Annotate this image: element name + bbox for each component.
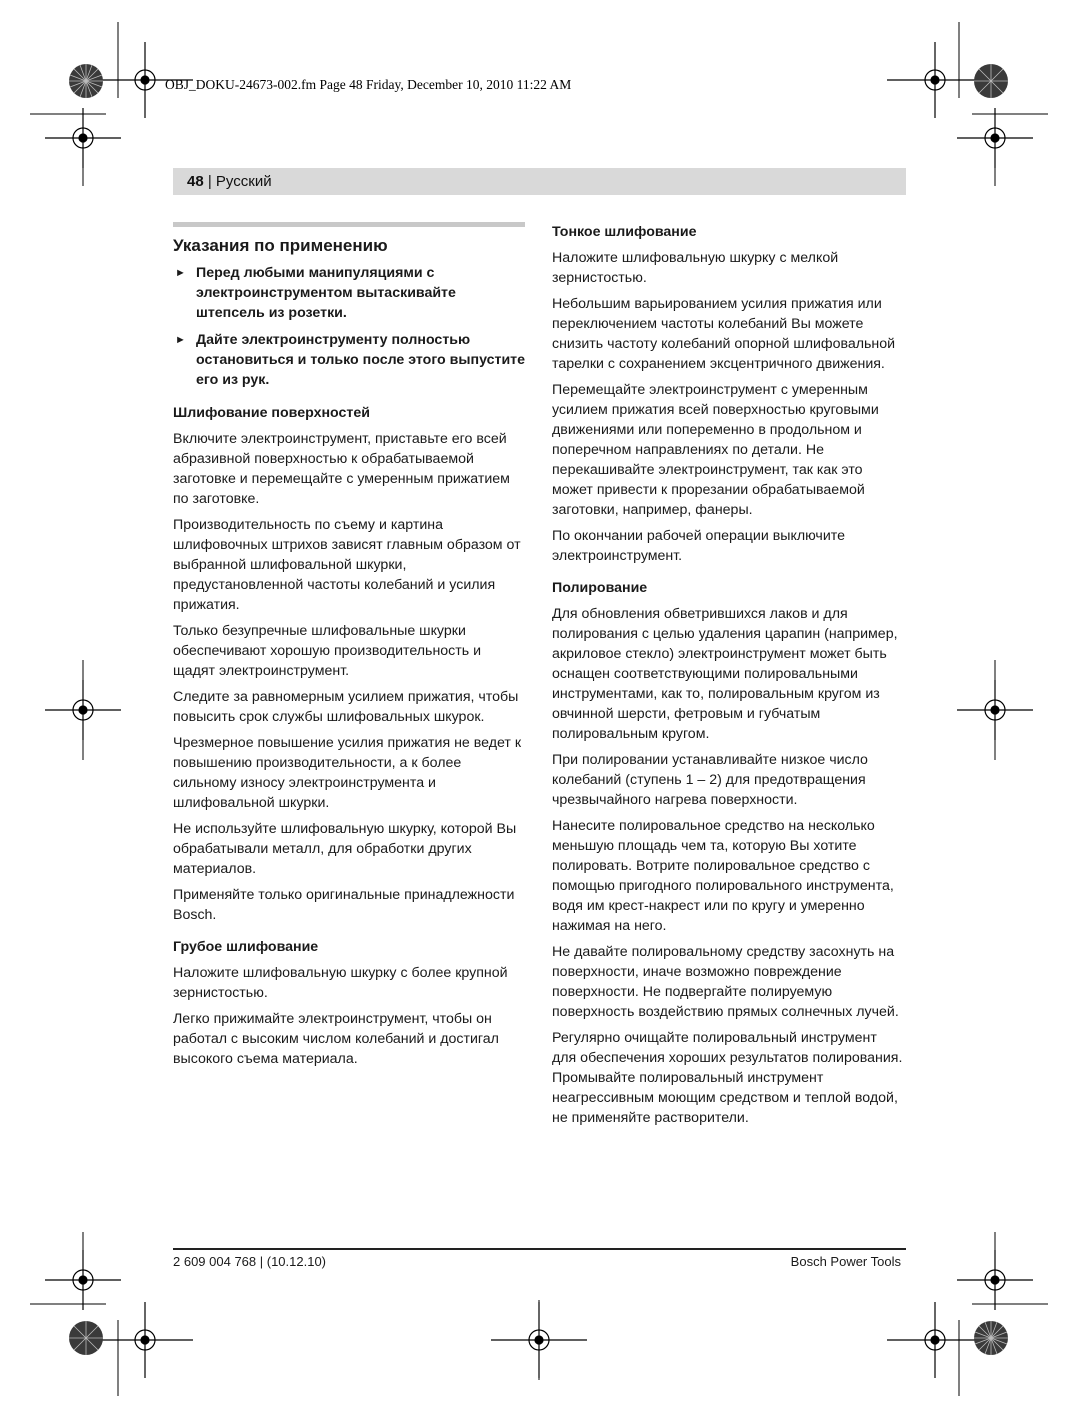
warning-bullet xyxy=(173,330,525,390)
heading-fine-sanding: Тонкое шлифование xyxy=(552,224,697,240)
paragraph: Для обновления обветрившихся лаков и для полирования с целью удаления царапин (например, акриловое стекло) электроинструмент может быть оснащен соответствующими полировальными инструментами, как то, полировальным кругом из овчинной шерсти, фетровым и губчатым полировальным кругом. xyxy=(552,606,898,742)
paragraph: Чрезмерное повышение усилия прижатия не ведет к повышению производительности, а к более сильному износу электроинструмента и шлифовальной шкурки. xyxy=(173,735,522,811)
paragraph: Нанесите полировальное средство на несколько меньшую площадь чем та, которую Вы хотите полировать. Вотрите полировальное средство с помощью пригодного полировального инструмента, водя им крест-накрест или по кругу и умеренно нажимая на него. xyxy=(552,818,894,934)
triangle-bullet-icon: ► xyxy=(175,334,186,346)
bullet-text: Дайте электроинструменту полностью остановиться и только после этого выпустите его из рук. xyxy=(196,332,526,388)
header-separator: | xyxy=(203,173,216,190)
paragraph: Производительность по съему и картина шлифовочных штрихов зависят главным образом от выбранной шлифовальной шкурки, предустановленной частоты колебаний и усилия прижатия. xyxy=(173,517,521,613)
header-language: Русский xyxy=(215,173,272,190)
heading-rough-sanding: Грубое шлифование xyxy=(173,939,319,955)
paragraph: Небольшим варьированием усилия прижатия или переключением частоты колебаний Вы можете снизить частоту колебаний опорной шлифовальной тарелки с сохранением эксцентричного движения. xyxy=(552,296,896,372)
footer-rule xyxy=(173,1248,906,1250)
header-text xyxy=(187,173,272,190)
section-rule xyxy=(173,222,525,227)
paragraph: Легко прижимайте электроинструмент, чтобы он работал с высоким числом колебаний и достигал высокого съема материала. xyxy=(173,1011,499,1067)
page-number: 48 xyxy=(187,173,204,190)
warning-bullet xyxy=(173,263,525,323)
paragraph: Наложите шлифовальную шкурку с более крупной зернистостью. xyxy=(173,965,508,1001)
paragraph: Регулярно очищайте полировальный инструмент для обеспечения хороших результатов полирования. Промывайте полировальный инструмент неагрессивным моющим средством и теплой водой, не применяйте растворители. xyxy=(552,1030,903,1126)
section-title: Указания по применению xyxy=(173,236,388,255)
paragraph: По окончании рабочей операции выключите электроинструмент. xyxy=(552,528,845,564)
footer-brand: Bosch Power Tools xyxy=(790,1254,901,1269)
paragraph: Не используйте шлифовальную шкурку, которой Вы обрабатывали металл, для обработки других материалов. xyxy=(173,821,517,877)
paragraph: При полировании устанавливайте низкое число колебаний (ступень 1 – 2) для предотвращения чрезвычайного нагрева поверхности. xyxy=(552,752,868,808)
paragraph: Включите электроинструмент, приставьте его всей абразивной поверхностью к обрабатываемой заготовке и перемещайте с умеренным прижатием по заготовке. xyxy=(173,431,510,507)
paragraph: Не давайте полировальному средству засохнуть на поверхности, иначе возможно повреждение поверхности. Не подвергайте полируемую поверхность воздействию прямых солнечных лучей. xyxy=(552,944,899,1020)
paragraph: Применяйте только оригинальные принадлежности Bosch. xyxy=(173,887,515,923)
heading-polishing: Полирование xyxy=(552,580,648,596)
bullet-text: Перед любыми манипуляциями с электроинструментом вытаскивайте штепсель из розетки. xyxy=(196,265,456,321)
paragraph: Перемещайте электроинструмент с умеренным усилием прижатия всей поверхностью круговыми движениями или попеременно в продольном и поперечном направлениях по детали. Не перекашивайте электроинструмент, так как это может привести к прорезании обрабатываемой заготовки, например, фанеры. xyxy=(552,382,879,518)
heading-surface-sanding: Шлифование поверхностей xyxy=(173,405,370,421)
left-column xyxy=(173,222,525,1075)
print-slug: OBJ_DOKU-24673-002.fm Page 48 Friday, December 10, 2010 11:22 AM xyxy=(165,77,572,92)
right-column xyxy=(552,222,904,1134)
footer-doc-number: 2 609 004 768 | (10.12.10) xyxy=(173,1254,326,1269)
paragraph: Только безупречные шлифовальные шкурки обеспечивают хорошую производительность и щадят электроинструмент. xyxy=(173,623,482,679)
triangle-bullet-icon: ► xyxy=(175,267,186,279)
paragraph: Наложите шлифовальную шкурку с мелкой зернистостью. xyxy=(552,250,839,286)
paragraph: Следите за равномерным усилием прижатия, чтобы повысить срок службы шлифовальных шкурок. xyxy=(173,689,519,725)
page-header xyxy=(173,168,906,195)
